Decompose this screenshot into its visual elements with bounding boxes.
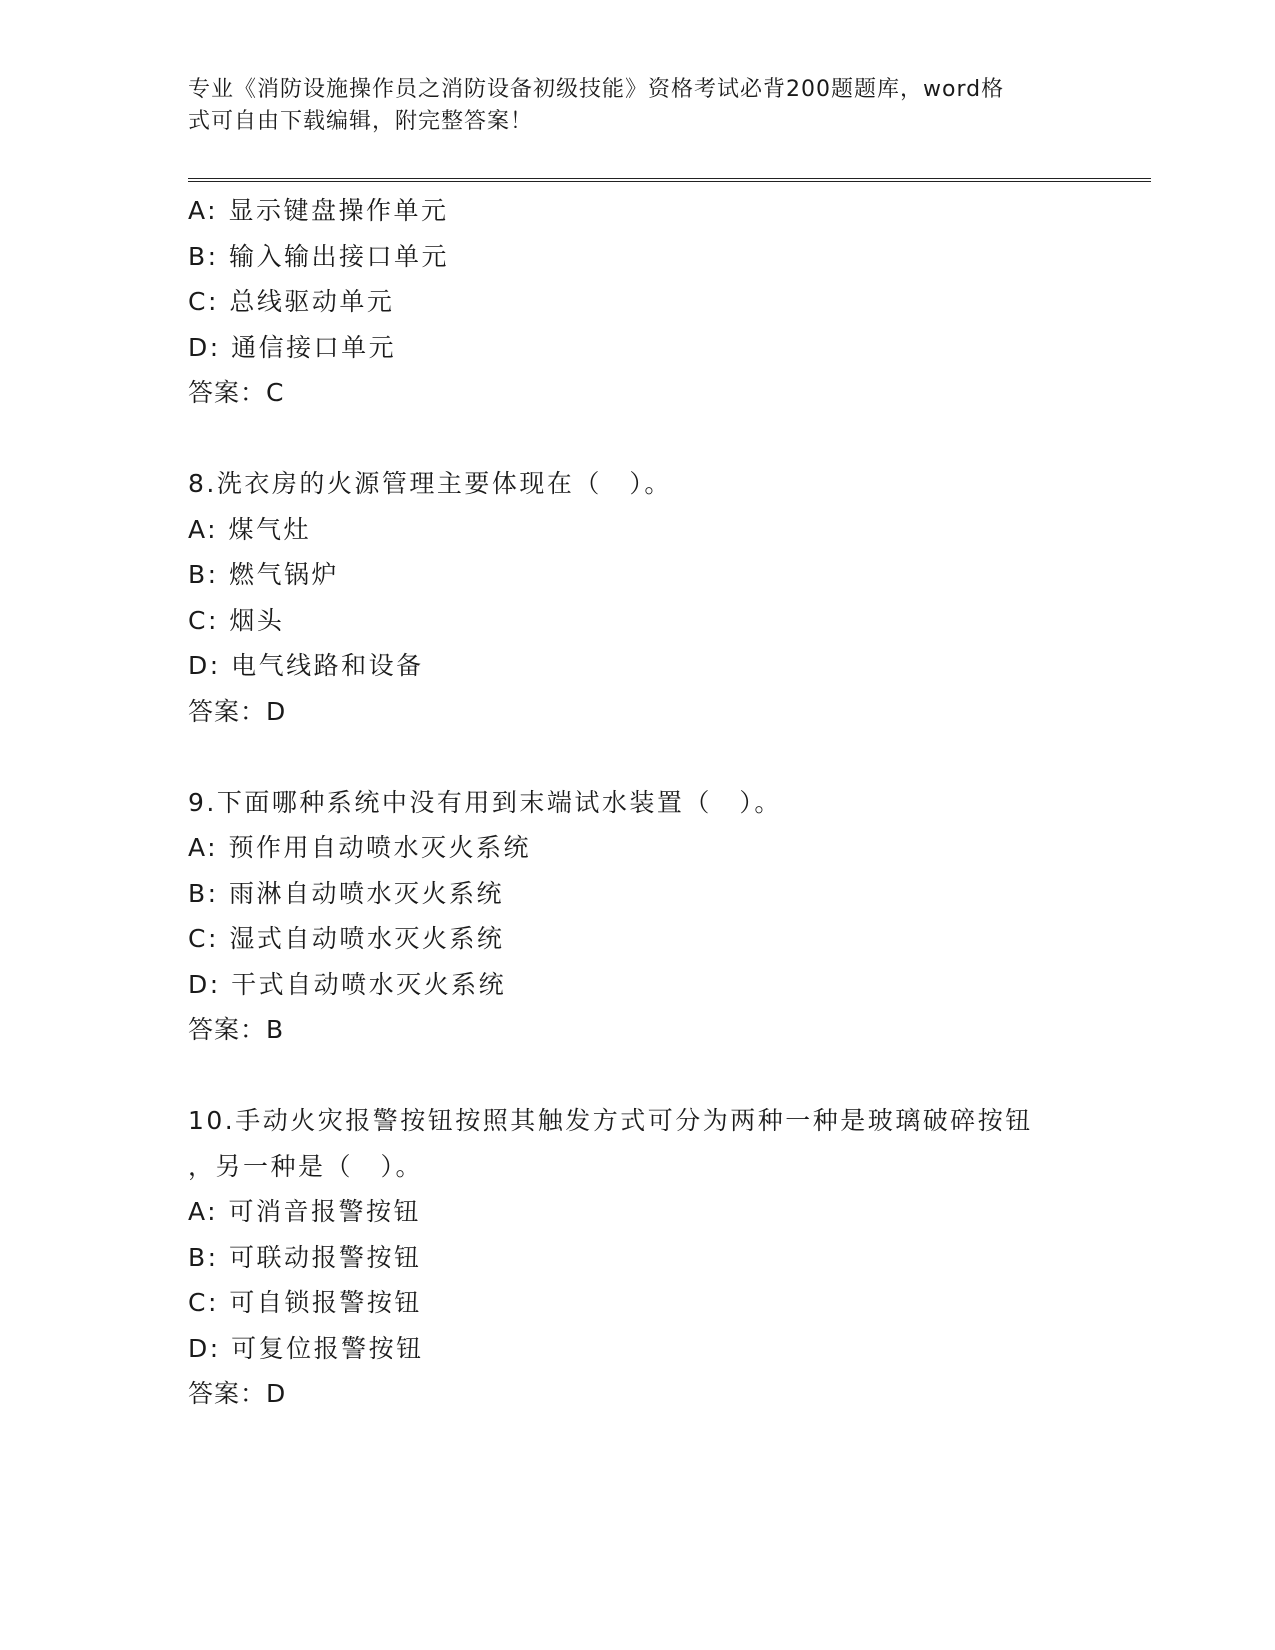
q9-option-d: D: 干式自动喷水灭火系统 [188, 969, 507, 999]
header-line-2: 式可自由下载编辑，附完整答案！ [188, 109, 534, 134]
question-9-block [188, 780, 1151, 1053]
q10-option-c: C: 可自锁报警按钮 [188, 1288, 422, 1317]
q9-question: 9.下面哪种系统中没有用到末端试水装置（ ）。 [188, 787, 782, 817]
spacer [188, 1053, 1151, 1099]
q10-answer: 答案：D [188, 1379, 287, 1408]
q8-option-c: C: 烟头 [188, 605, 285, 635]
spacer [188, 416, 1151, 462]
q8-option-b: B: 燃气锅炉 [188, 560, 340, 589]
q9-option-a: A: 预作用自动喷水灭火系统 [188, 833, 532, 862]
q10-option-b: B: 可联动报警按钮 [188, 1242, 422, 1272]
q8-question: 8.洗衣房的火源管理主要体现在（ ）。 [188, 469, 672, 498]
q10-question-line-2: ，另一种是（ ）。 [188, 1151, 424, 1181]
question-8-block [188, 461, 1151, 734]
q10-option-d: D: 可复位报警按钮 [188, 1333, 424, 1363]
q10-question-line-1: 10.手动火灾报警按钮按照其触发方式可分为两种一种是玻璃破碎按钮 [188, 1106, 1033, 1135]
question-list [188, 188, 1151, 1417]
q9-answer: 答案：B [188, 1015, 285, 1044]
q9-option-b: B: 雨淋自动喷水灭火系统 [188, 878, 505, 908]
q8-option-d: D: 电气线路和设备 [188, 651, 424, 680]
q9-option-c: C: 湿式自动喷水灭火系统 [188, 924, 505, 953]
q8-option-a: A: 煤气灶 [188, 514, 312, 544]
question-7-block [188, 188, 1151, 416]
question-10-block [188, 1098, 1151, 1417]
q7-option-c: C: 总线驱动单元 [188, 287, 395, 316]
spacer [188, 734, 1151, 780]
q8-answer: 答案：D [188, 696, 287, 726]
q7-answer: 答案：C [188, 378, 285, 407]
header-divider [188, 178, 1151, 182]
q7-option-a: A: 显示键盘操作单元 [188, 196, 449, 225]
document-header [188, 74, 1068, 138]
header-line-1: 专业《消防设施操作员之消防设备初级技能》资格考试必背200题题库，word格 [188, 77, 1005, 102]
q7-option-d: D: 通信接口单元 [188, 332, 397, 362]
q10-option-a: A: 可消音报警按钮 [188, 1197, 422, 1226]
q7-option-b: B: 输入输出接口单元 [188, 241, 450, 271]
